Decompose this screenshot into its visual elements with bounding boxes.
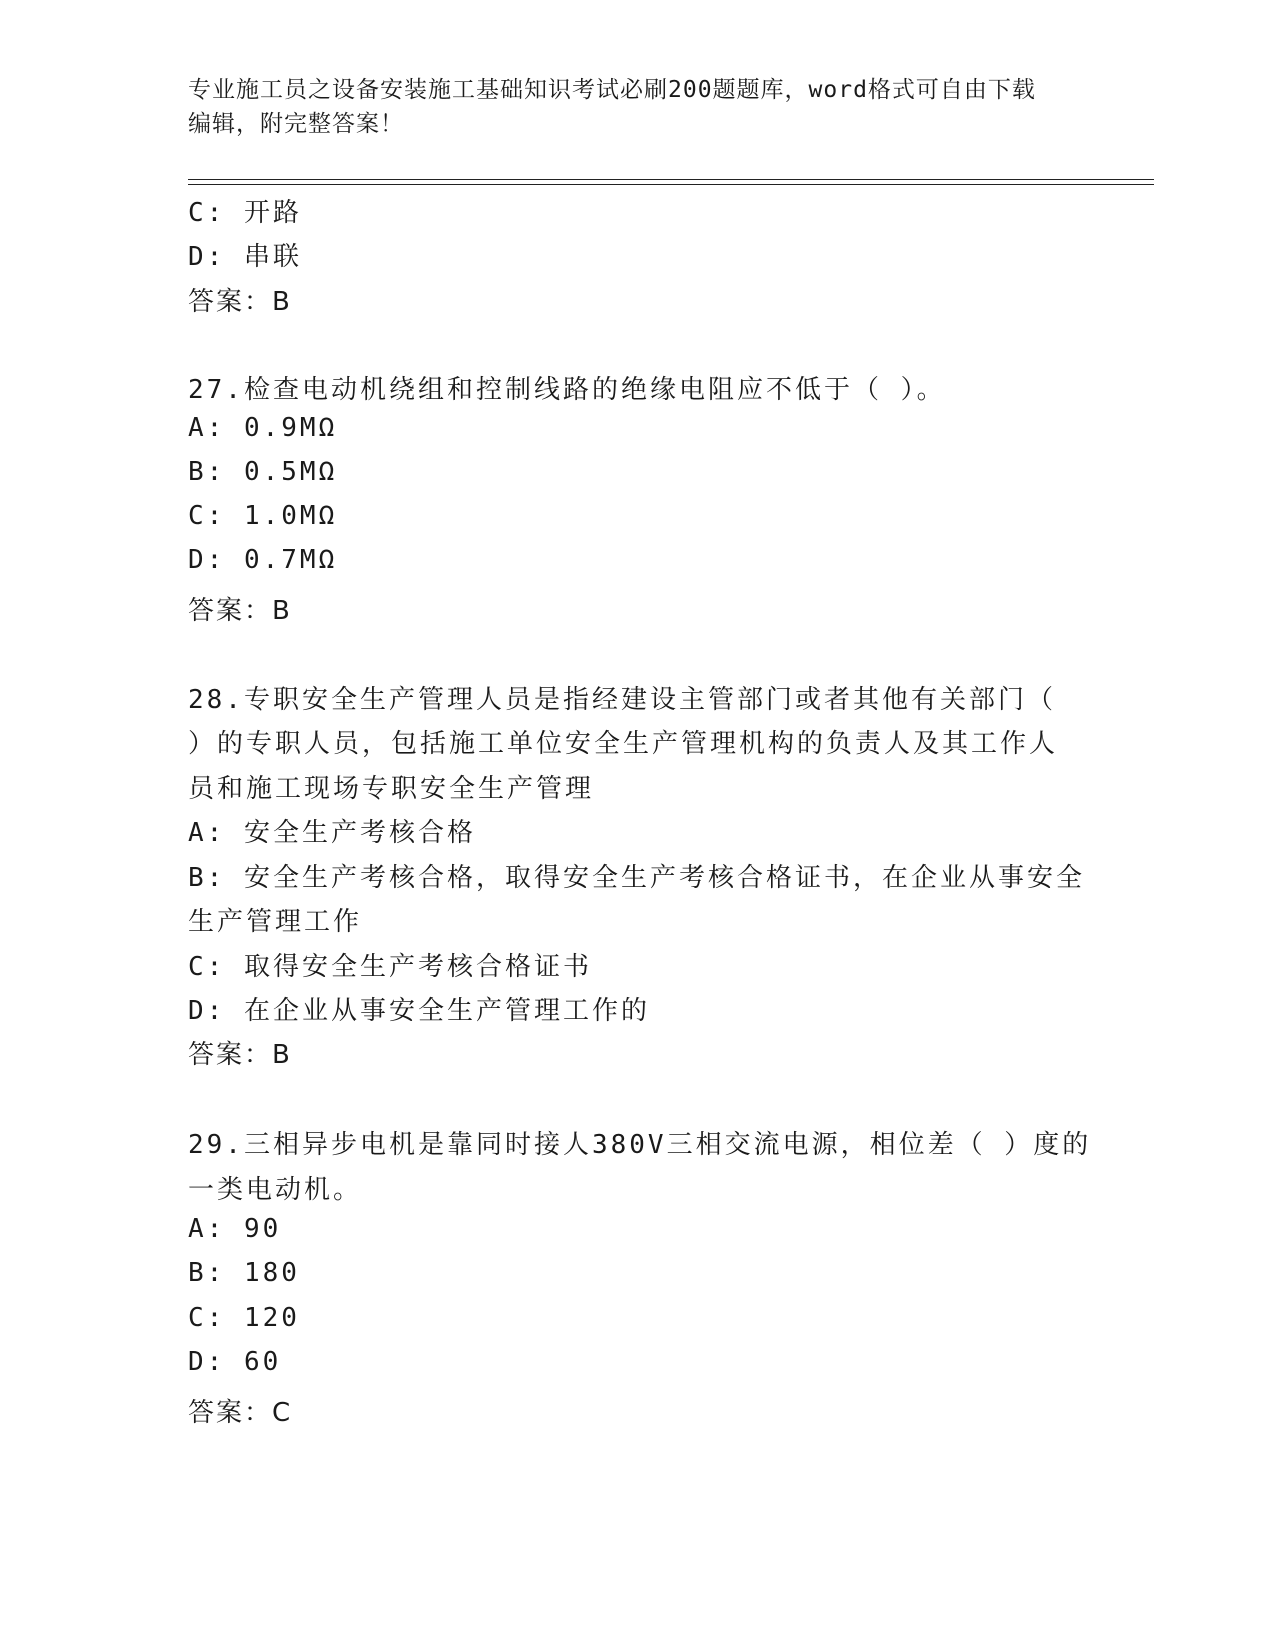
- q28-option-a: A: 安全生产考核合格: [188, 818, 476, 848]
- q28-answer: 答案：B: [188, 1040, 292, 1070]
- q28-option-d: D: 在企业从事安全生产管理工作的: [188, 996, 650, 1026]
- q29-answer: 答案：C: [188, 1398, 293, 1428]
- header-divider: [188, 179, 1154, 185]
- q29-question-line2: 一类电动机。: [188, 1175, 363, 1205]
- q27-answer: 答案：B: [188, 596, 292, 626]
- q29-option-c: C: 120: [188, 1303, 300, 1333]
- header-title-line1: 专业施工员之设备安装施工基础知识考试必刷200题题库，word格式可自由下载: [188, 77, 1036, 103]
- q27-option-b: B: 0.5MΩ: [188, 457, 338, 487]
- q27-option-d: D: 0.7MΩ: [188, 545, 338, 575]
- header-title-line2: 编辑，附完整答案！: [188, 111, 404, 137]
- q26-answer: 答案：B: [188, 287, 292, 317]
- q28-question-line3: 员和施工现场专职安全生产管理: [188, 774, 595, 804]
- q28-option-b-line2: 生产管理工作: [188, 907, 363, 937]
- q29-option-a: A: 90: [188, 1214, 282, 1244]
- q28-question-line1: 28.专职安全生产管理人员是指经建设主管部门或者其他有关部门（: [188, 685, 1056, 715]
- q27-option-a: A: 0.9MΩ: [188, 413, 338, 443]
- q28-question-line2: ）的专职人员，包括施工单位安全生产管理机构的负责人及其工作人: [188, 729, 1059, 759]
- q26-option-c: C: 开路: [188, 198, 302, 228]
- q29-option-d: D: 60: [188, 1347, 282, 1377]
- q29-option-b: B: 180: [188, 1258, 300, 1288]
- q29-question-line1: 29.三相异步电机是靠同时接人380V三相交流电源，相位差（ ）度的: [188, 1130, 1092, 1160]
- q27-option-c: C: 1.0MΩ: [188, 501, 338, 531]
- page-header: [188, 73, 1088, 141]
- q28-option-b-line1: B: 安全生产考核合格，取得安全生产考核合格证书，在企业从事安全: [188, 863, 1085, 893]
- q27-question: 27.检查电动机绕组和控制线路的绝缘电阻应不低于（ ）。: [188, 375, 946, 405]
- q28-option-c: C: 取得安全生产考核合格证书: [188, 952, 592, 982]
- q26-option-d: D: 串联: [188, 242, 302, 272]
